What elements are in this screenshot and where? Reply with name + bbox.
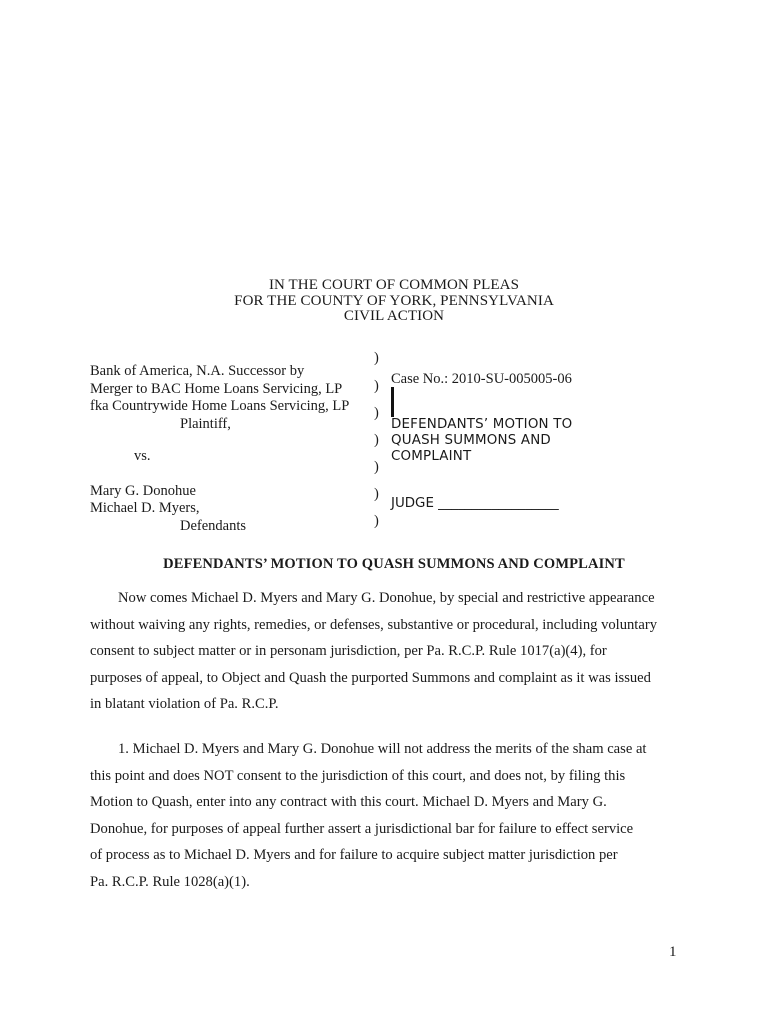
caption-motion-title [391,417,572,465]
caption-paren: ) [374,486,379,502]
court-header [0,278,768,325]
paragraph-line: of process as to Michael D. Myers and for failure to acquire subject matter jurisdiction per [90,847,618,864]
plaintiff-name-line: Merger to BAC Home Loans Servicing, LP [90,380,343,397]
page-number: 1 [669,944,677,960]
judge-line: JUDGE __________________ [391,496,559,511]
caption-paren: ) [374,378,379,394]
paragraph-line: Motion to Quash, enter into any contract with this court. Michael D. Myers and Mary G. [90,794,607,811]
caption-paren: ) [374,459,379,475]
caption-paren: ) [374,432,379,448]
paragraph-line: in blatant violation of Pa. R.C.P. [90,696,279,713]
defendants-label: Defendants [180,517,247,534]
paragraph-line: Now comes Michael D. Myers and Mary G. Donohue, by special and restrictive appearance [118,590,655,606]
paragraph-numbered-1 [90,736,690,896]
caption-motion-title-line: COMPLAINT [391,449,472,464]
paragraph-intro [90,585,690,718]
document-title [0,556,768,573]
court-header-line: CIVIL ACTION [343,308,445,325]
paragraph-line: consent to subject matter or in personam jurisdiction, per Pa. R.C.P. Rule 1017(a)(4), for [90,643,607,660]
caption-motion-title-line: DEFENDANTS’ MOTION TO [391,417,573,432]
caption-motion-title-line: QUASH SUMMONS AND [391,433,551,448]
document-title-text: DEFENDANTS’ MOTION TO QUASH SUMMONS AND COMPLAINT [163,556,625,572]
caption-paren: ) [374,350,379,366]
caption-paren: ) [374,405,379,421]
text-cursor-mark [391,387,394,417]
case-caption-parties [90,363,370,535]
case-number: Case No.: 2010-SU-005005-06 [391,371,572,387]
court-header-line: IN THE COURT OF COMMON PLEAS [268,277,520,293]
caption-paren: ) [374,513,379,529]
defendant-name-line: Mary G. Donohue [90,482,196,499]
paragraph-line: this point and does NOT consent to the jurisdiction of this court, and does not, by filing this [90,767,626,784]
court-header-line: FOR THE COUNTY OF YORK, PENNSYLVANIA [234,292,554,309]
versus-label: vs. [134,448,151,464]
defendant-name-line: Michael D. Myers, [90,500,200,516]
paragraph-line: 1. Michael D. Myers and Mary G. Donohue will not address the merits of the sham case at [118,741,647,757]
plaintiff-label: Plaintiff, [180,415,231,432]
plaintiff-name-line: Bank of America, N.A. Successor by [90,363,305,379]
paragraph-line: without waiving any rights, remedies, or defenses, substantive or procedural, including voluntary [90,616,657,633]
plaintiff-name-line: fka Countrywide Home Loans Servicing, LP [90,398,350,414]
paragraph-line: Donohue, for purposes of appeal further assert a jurisdictional bar for failure to effect service [90,820,634,837]
paragraph-line: purposes of appeal, to Object and Quash the purported Summons and complaint as it was issued [90,669,651,686]
paragraph-line: Pa. R.C.P. Rule 1028(a)(1). [90,873,250,890]
